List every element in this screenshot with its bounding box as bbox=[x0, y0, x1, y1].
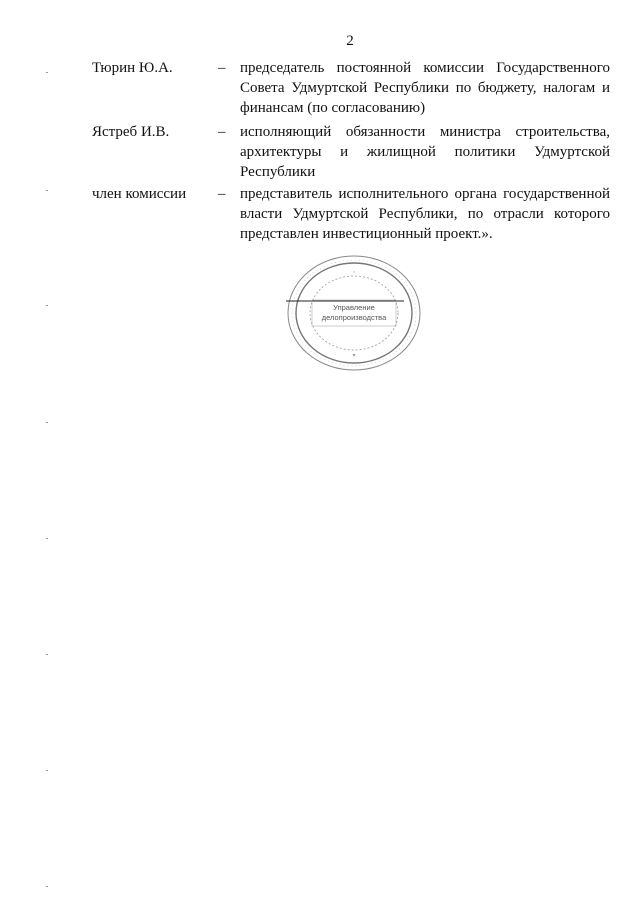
dash-separator: – bbox=[218, 124, 226, 140]
stamp-star: * bbox=[353, 271, 355, 277]
stamp-text-line: делопроизводства bbox=[321, 313, 387, 322]
member-role-line: финансам (по согласованию) bbox=[240, 100, 426, 116]
member-name: Ястреб И.В. bbox=[92, 124, 170, 140]
member-role-line: представитель исполнительного органа государственной bbox=[240, 186, 610, 202]
stamp-text-line: Управление bbox=[333, 303, 375, 312]
margin-mark bbox=[46, 72, 48, 73]
member-role bbox=[240, 58, 610, 118]
margin-mark bbox=[46, 886, 48, 887]
official-stamp bbox=[284, 253, 424, 373]
margin-mark bbox=[46, 190, 48, 191]
margin-mark bbox=[46, 770, 48, 771]
member-name: член комиссии bbox=[92, 186, 187, 202]
stamp-mark: ▾ bbox=[352, 353, 356, 359]
member-role bbox=[240, 184, 610, 244]
member-role-line: председатель постоянной комиссии Государственного bbox=[240, 60, 610, 76]
member-role-line: архитектуры и жилищной политики Удмуртской bbox=[240, 144, 610, 160]
member-role-line: исполняющий обязанности министра строительства, bbox=[240, 124, 610, 140]
margin-mark bbox=[46, 305, 48, 306]
member-role-line: Совета Удмуртской Республики по бюджету, налогам и bbox=[240, 80, 610, 96]
member-name: Тюрин Ю.А. bbox=[92, 60, 173, 76]
member-role-line: Республики bbox=[240, 164, 316, 180]
margin-mark bbox=[46, 654, 48, 655]
margin-mark bbox=[46, 538, 48, 539]
page-number: 2 bbox=[346, 33, 354, 49]
member-role-line: власти Удмуртской Республики, по отрасли которого bbox=[240, 206, 610, 222]
member-role-line: представлен инвестиционный проект.». bbox=[240, 226, 493, 242]
dash-separator: – bbox=[218, 186, 226, 202]
member-role bbox=[240, 122, 610, 182]
dash-separator: – bbox=[218, 60, 226, 76]
margin-mark bbox=[46, 422, 48, 423]
